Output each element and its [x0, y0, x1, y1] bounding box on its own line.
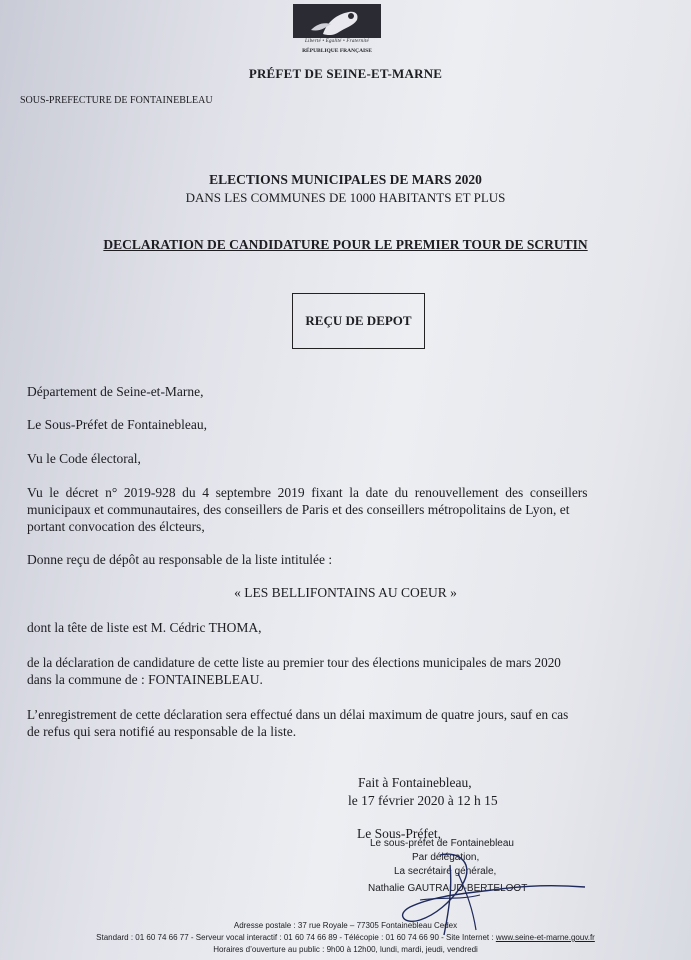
list-name: « LES BELLIFONTAINS AU COEUR » — [234, 585, 457, 600]
footer-hours: Horaires d’ouverture au public : 9h00 à 12h00, lundi, mardi, jeudi, vendredi — [213, 945, 478, 954]
stamp-name: Nathalie GAUTRAUD-BERTELOOT — [368, 883, 528, 894]
signatory-line: Le Sous-Préfet, — [357, 826, 441, 841]
republic-text: RÉPUBLIQUE FRANÇAISE — [302, 48, 372, 54]
date-line: le 17 février 2020 à 12 h 15 — [348, 793, 498, 808]
decret-line-2: municipaux et communautaires, des conseillers de Paris et des conseillers métropolitains de Lyon, et — [27, 502, 570, 517]
decret-line-1: Vu le décret n° 2019-928 du 4 septembre 2019 fixant la date du renouvellement des conseillers — [27, 485, 588, 500]
receipt-label: REÇU DE DEPOT — [305, 313, 412, 328]
declaration-title: DECLARATION DE CANDIDATURE POUR LE PREMIER TOUR DE SCRUTIN — [103, 237, 588, 252]
marianne-logo — [293, 4, 381, 56]
stamp-line-3: La secrétaire générale, — [394, 866, 497, 877]
footer-address: Adresse postale : 37 rue Royale – 77305 Fontainebleau Cedex — [233, 921, 458, 930]
receipt-box — [292, 293, 425, 349]
declaration-line-1: de la déclaration de candidature de cette liste au premier tour des élections municipales de mars 2020 — [27, 655, 561, 670]
departement-line: Département de Seine-et-Marne, — [27, 384, 204, 399]
sous-prefet-line: Le Sous-Préfet de Fontainebleau, — [27, 417, 207, 432]
decret-line-3: portant convocation des élcteurs, — [27, 519, 205, 534]
marianne-emblem-icon — [293, 4, 381, 38]
declaration-line-2: dans la commune de : FONTAINEBLEAU. — [27, 672, 263, 687]
fait-a-line: Fait à Fontainebleau, — [358, 775, 472, 790]
enregistrement-line-2: de refus qui sera notifié au responsable de la liste. — [27, 724, 297, 739]
stamp-line-1: Le sous-préfet de Fontainebleau — [370, 838, 514, 849]
prefet-heading: PRÉFET DE SEINE-ET-MARNE — [248, 66, 443, 81]
stamp-line-2: Par délégation, — [412, 852, 480, 863]
election-title: ELECTIONS MUNICIPALES DE MARS 2020 — [209, 172, 482, 187]
footer-contacts — [0, 933, 691, 942]
donne-recu-line: Donne reçu de dépôt au responsable de la liste intitulée : — [27, 552, 333, 567]
motto-text: Liberté • Égalité • Fraternité — [305, 39, 369, 44]
communes-subtitle: DANS LES COMMUNES DE 1000 HABITANTS ET PLUS — [185, 190, 506, 205]
enregistrement-line-1: L’enregistrement de cette déclaration sera effectué dans un délai maximum de quatre jours, sauf en cas — [27, 707, 569, 722]
code-line: Vu le Code électoral, — [27, 451, 141, 466]
sous-prefecture-label: SOUS-PREFECTURE DE FONTAINEBLEAU — [20, 95, 213, 106]
tete-liste-line: dont la tête de liste est M. Cédric THOMA, — [27, 620, 262, 635]
footer-contacts-text: Standard : 01 60 74 66 77 - Serveur vocal interactif : 01 60 74 66 89 - Télécopie : 01 60 74 66 90 - Site Internet : — [96, 933, 496, 942]
website-link[interactable]: www.seine-et-marne.gouv.fr — [495, 933, 595, 942]
